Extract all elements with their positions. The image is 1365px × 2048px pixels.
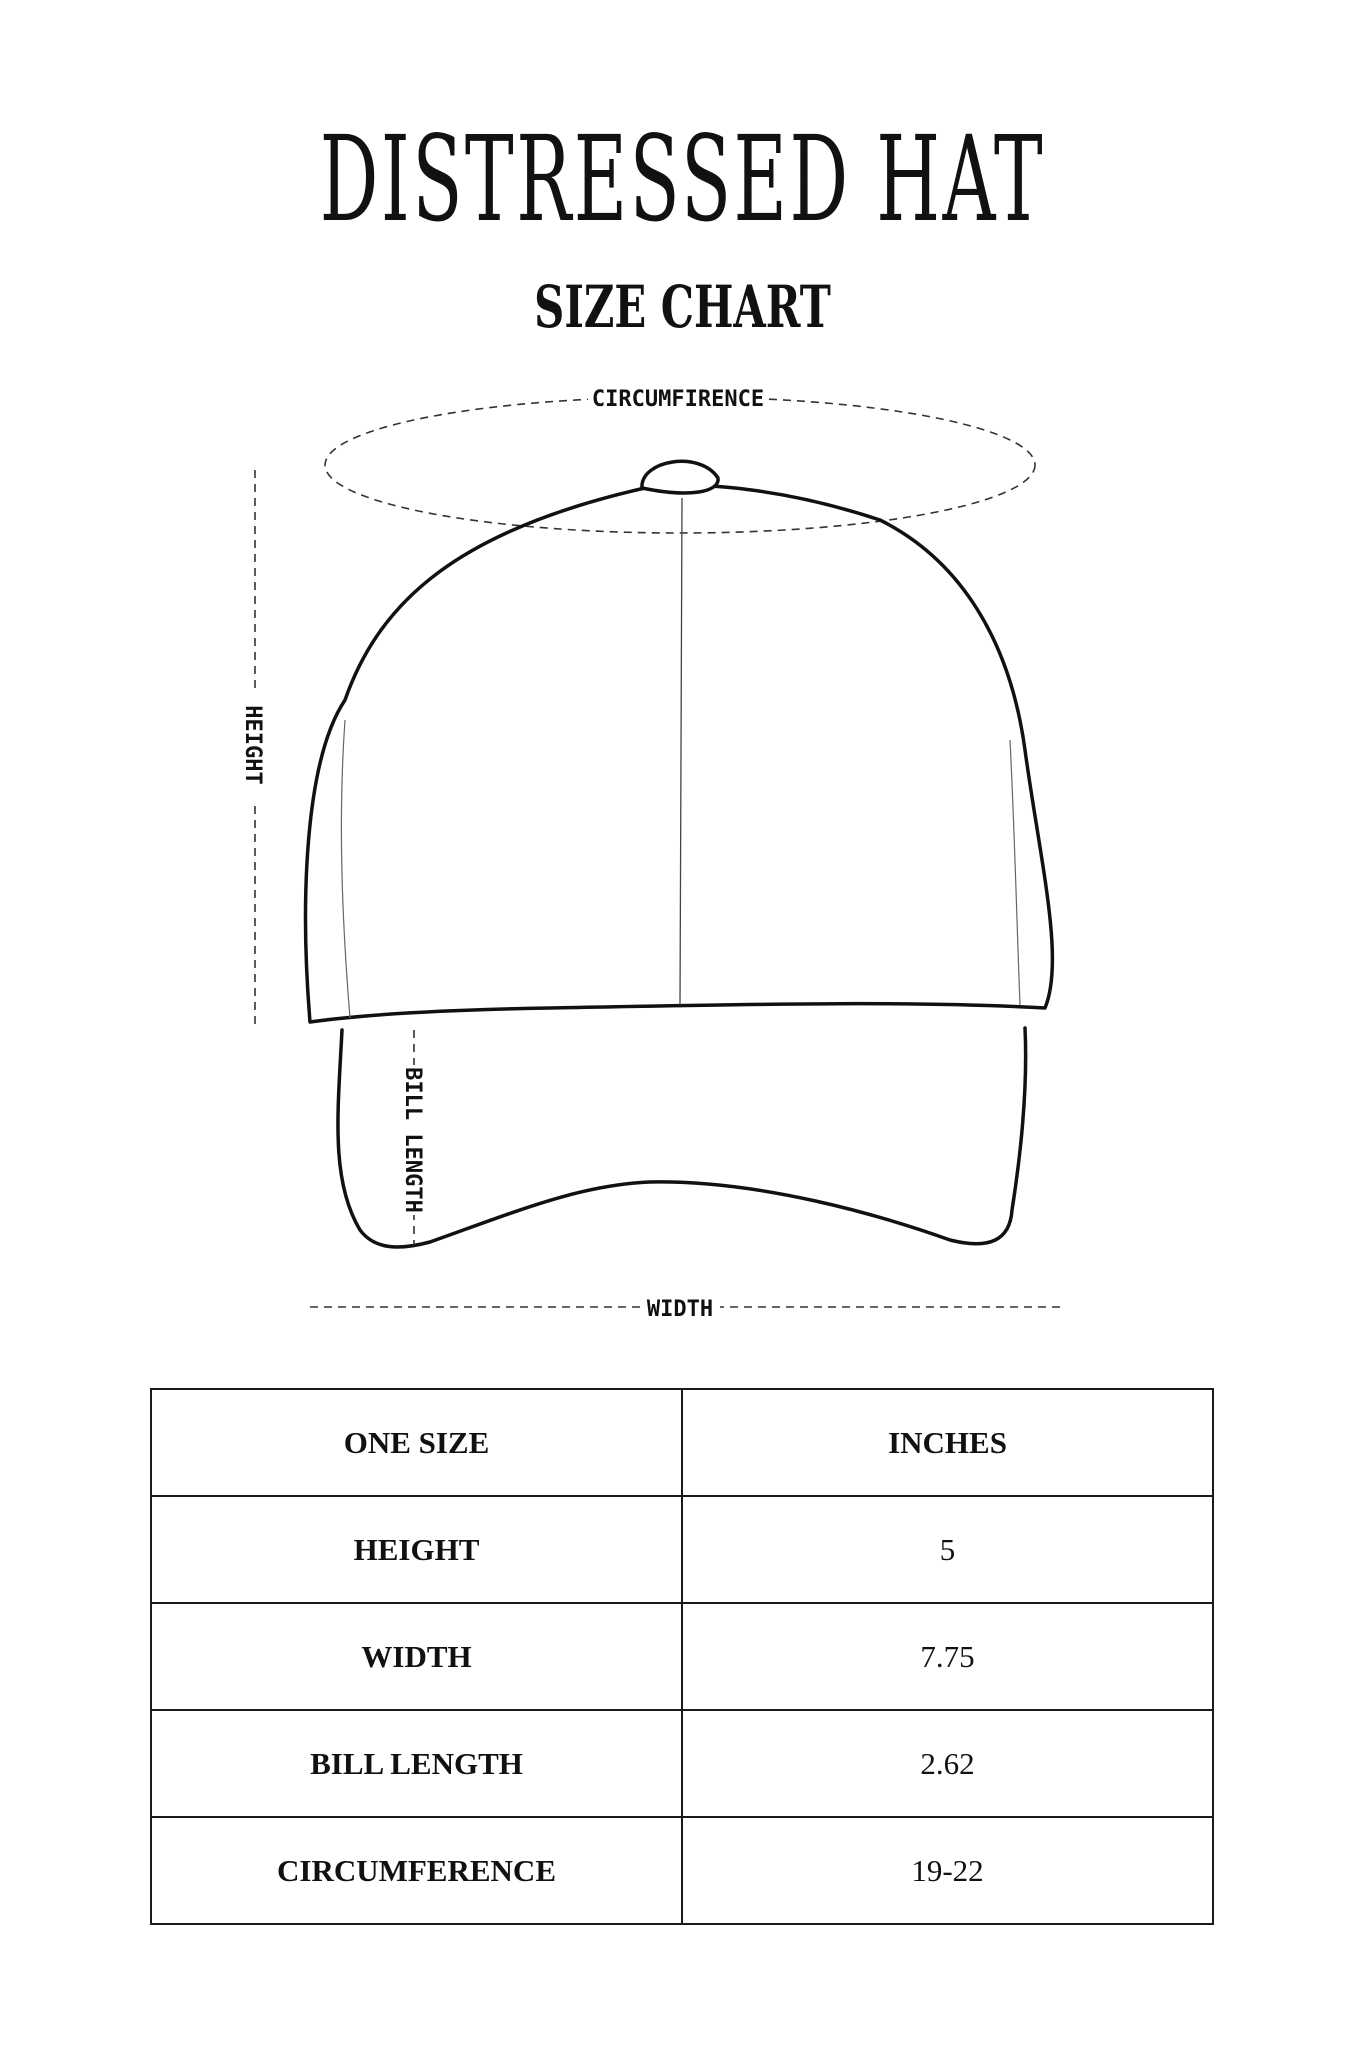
row-label-height: HEIGHT bbox=[151, 1496, 682, 1603]
width-label: WIDTH bbox=[646, 1297, 714, 1322]
row-value-bill-length: 2.62 bbox=[682, 1710, 1213, 1817]
header-inches: INCHES bbox=[682, 1389, 1213, 1496]
table-header-row bbox=[151, 1389, 1213, 1496]
hat-center-seam bbox=[680, 498, 682, 1005]
row-value-circumference: 19-22 bbox=[682, 1817, 1213, 1924]
header-one-size: ONE SIZE bbox=[151, 1389, 682, 1496]
page-title: DISTRESSED HAT bbox=[319, 110, 1046, 248]
table-row bbox=[151, 1496, 1213, 1603]
row-value-height: 5 bbox=[682, 1496, 1213, 1603]
row-label-circumference: CIRCUMFERENCE bbox=[151, 1817, 682, 1924]
hat-right-seam bbox=[1010, 740, 1020, 1005]
table-row bbox=[151, 1817, 1213, 1924]
height-label: HEIGHT bbox=[240, 705, 265, 785]
hat-left-seam bbox=[341, 720, 350, 1018]
row-label-bill-length: BILL LENGTH bbox=[151, 1710, 682, 1817]
hat-bill-outline bbox=[338, 1028, 1026, 1247]
circumference-label: CIRCUMFIRENCE bbox=[591, 387, 765, 412]
size-table bbox=[150, 1388, 1214, 1925]
table-row bbox=[151, 1710, 1213, 1817]
bill-length-label: BILL LENGTH bbox=[400, 1067, 425, 1213]
row-label-width: WIDTH bbox=[151, 1603, 682, 1710]
table-row bbox=[151, 1603, 1213, 1710]
hat-crown-outline bbox=[306, 485, 1053, 1022]
row-value-width: 7.75 bbox=[682, 1603, 1213, 1710]
page-subtitle: SIZE CHART bbox=[534, 273, 831, 341]
hat-button bbox=[642, 461, 718, 493]
